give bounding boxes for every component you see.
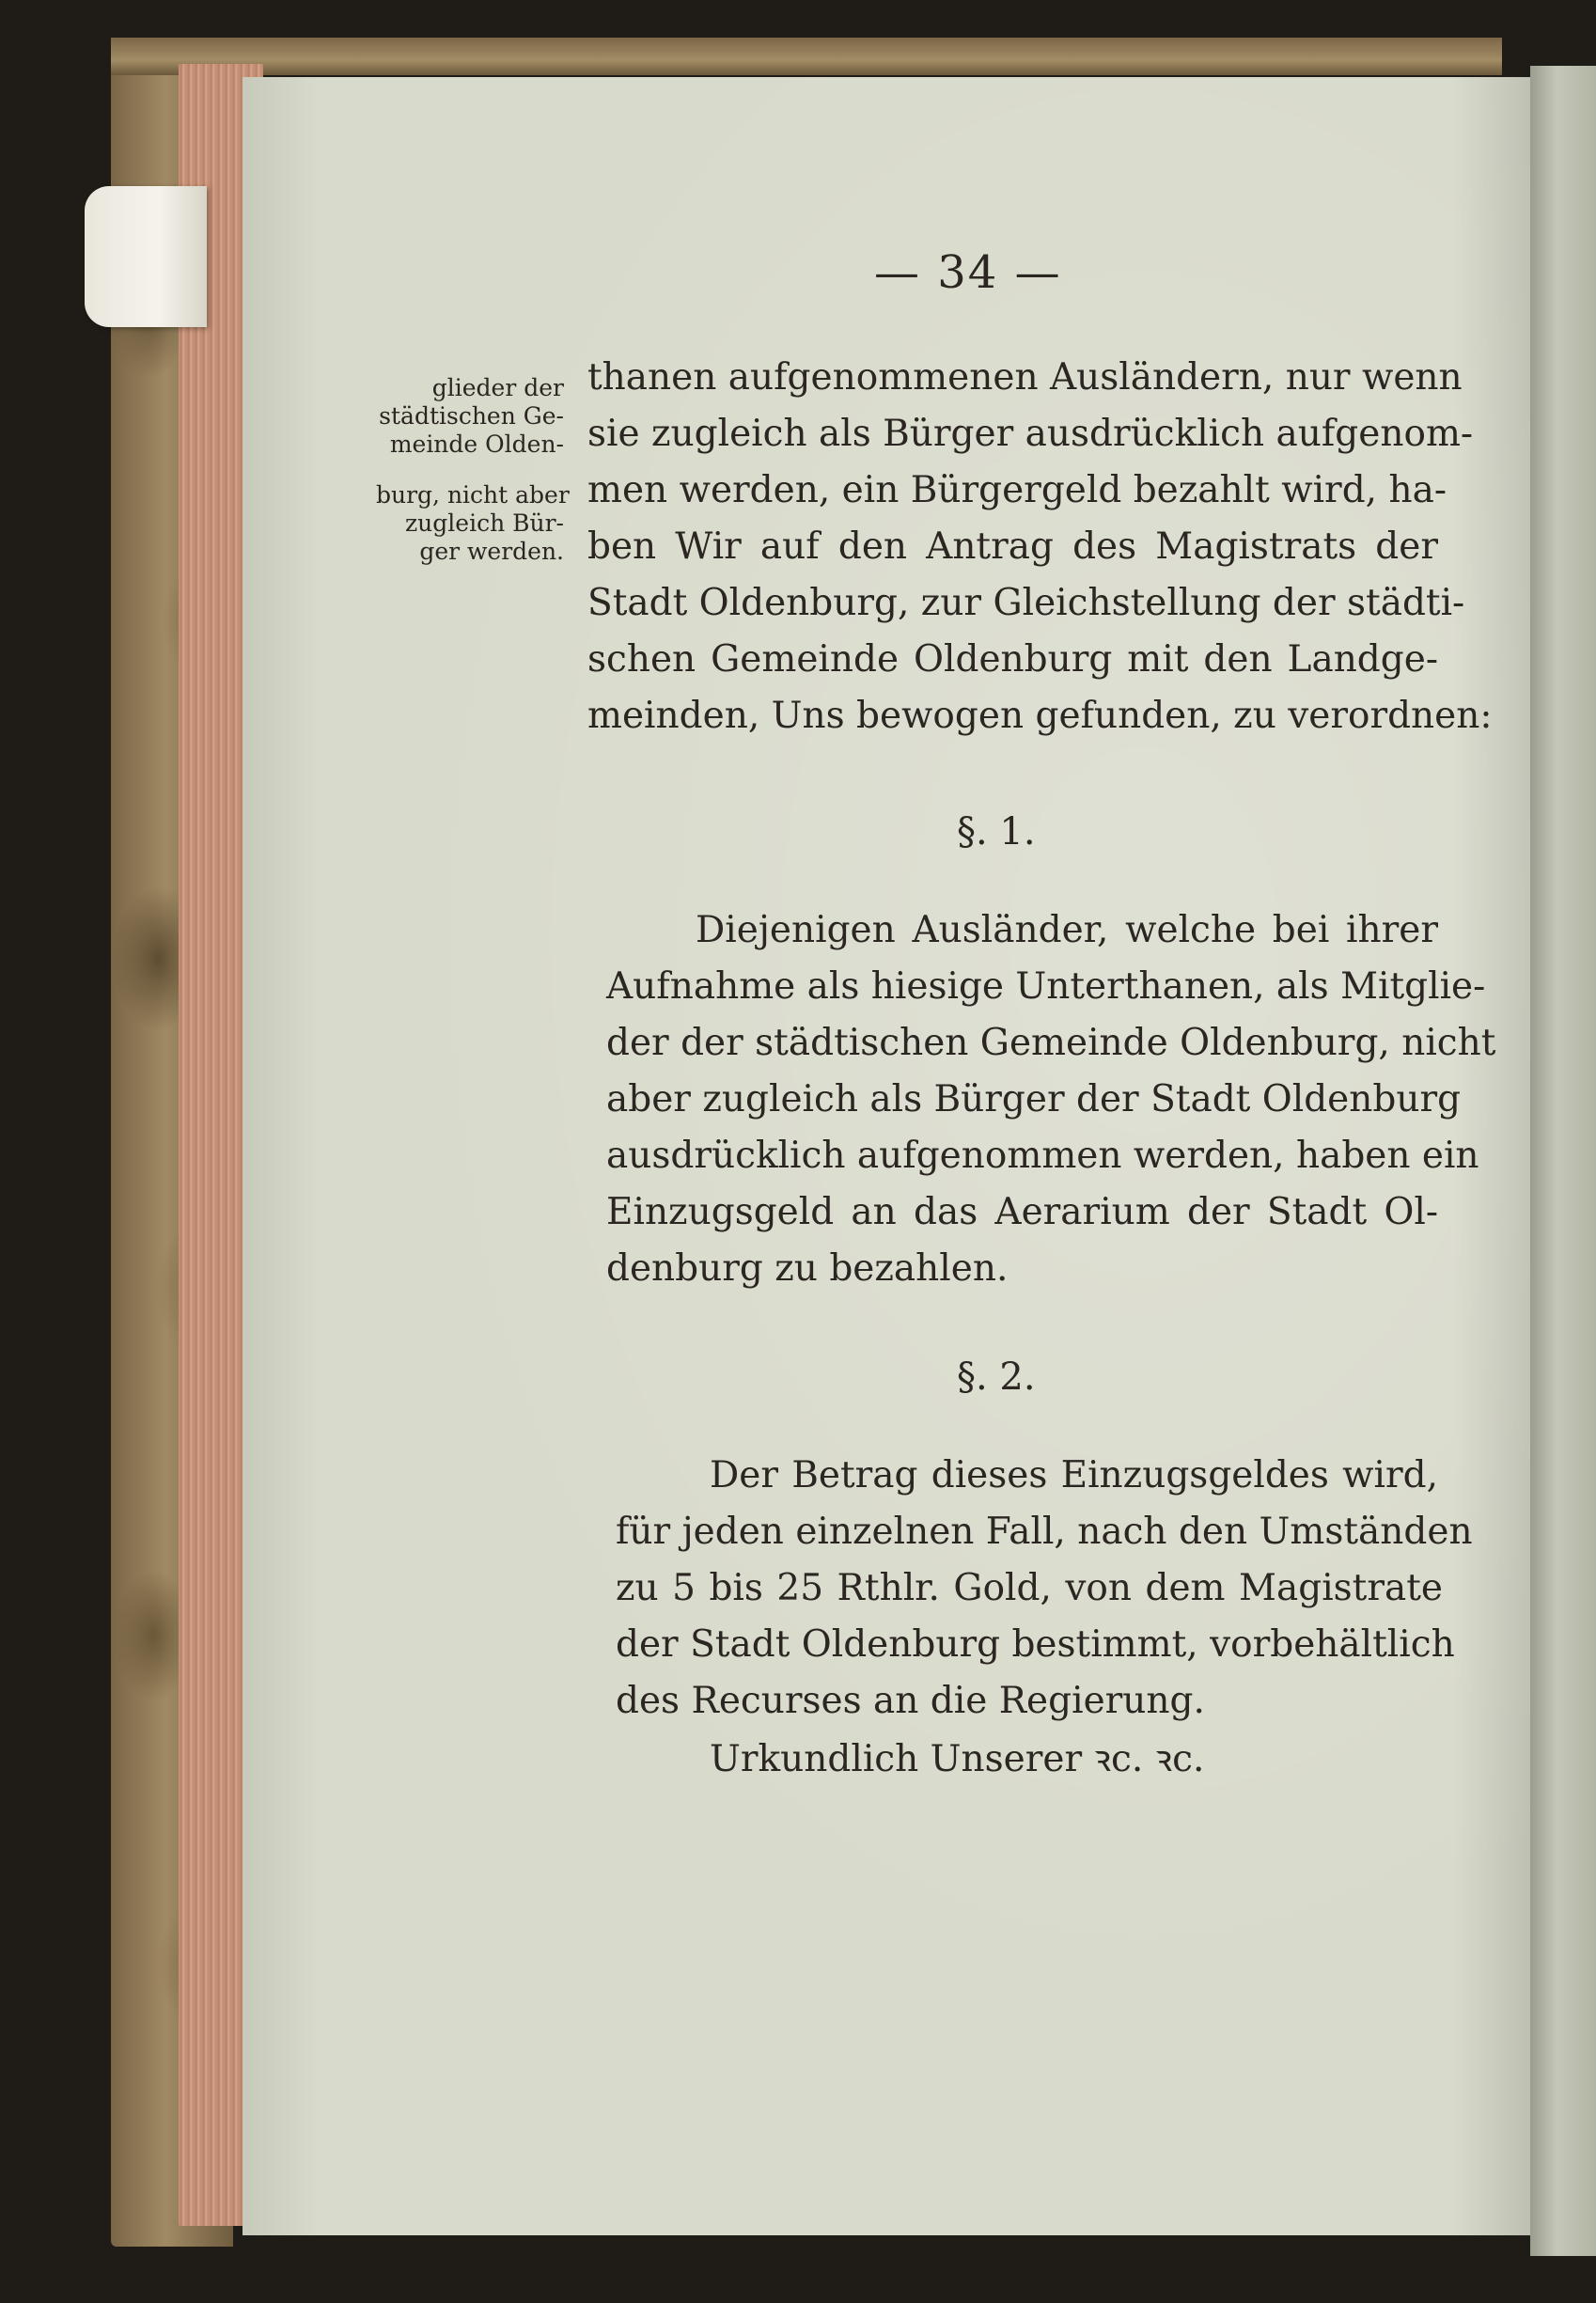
next-page-edge	[1530, 66, 1596, 2256]
section-heading: §. 1.	[957, 810, 1036, 854]
body-line: Aufnahme als hiesige Unterthanen, als Mitglie-	[606, 965, 1486, 1008]
body-line: ben Wir auf den Antrag des Magistrats der	[587, 525, 1438, 568]
body-line: Stadt Oldenburg, zur Gleichstellung der städti-	[587, 582, 1465, 624]
bookmark-tab	[85, 186, 207, 327]
body-line: Einzugsgeld an das Aerarium der Stadt Ol-	[606, 1191, 1438, 1233]
body-line: für jeden einzelnen Fall, nach den Umständen	[616, 1511, 1473, 1553]
sidenote-line: meinde Olden-	[389, 431, 564, 458]
body-line: ausdrücklich aufgenommen werden, haben ein	[606, 1135, 1479, 1177]
body-line: Der Betrag dieses Einzugsgeldes wird,	[710, 1454, 1438, 1496]
body-line: sie zugleich als Bürger ausdrücklich aufgenom-	[587, 413, 1474, 455]
body-line: schen Gemeinde Oldenburg mit den Landge-	[587, 638, 1438, 681]
body-line: thanen aufgenommenen Ausländern, nur wenn	[587, 356, 1463, 399]
body-line: der Stadt Oldenburg bestimmt, vorbehältlich	[616, 1623, 1455, 1666]
section-heading: §. 2.	[957, 1355, 1036, 1399]
sidenote-line: glieder der	[431, 374, 564, 401]
sidenote-line: städtischen Ge-	[379, 402, 564, 430]
sidenote-line: zugleich Bür-	[405, 509, 564, 537]
body-line: Diejenigen Ausländer, welche bei ihrer	[696, 909, 1438, 951]
body-line: der der städtischen Gemeinde Oldenburg, nicht	[606, 1022, 1496, 1064]
closing-formula: Urkundlich Unserer ꝛc. ꝛc.	[710, 1738, 1205, 1780]
body-line: men werden, ein Bürgergeld bezahlt wird, ha-	[587, 469, 1447, 511]
page-number: — 34 —	[874, 246, 1062, 299]
body-line: zu 5 bis 25 Rthlr. Gold, von dem Magistrate	[616, 1567, 1443, 1609]
body-line: meinden, Uns bewogen gefunden, zu verordnen:	[587, 695, 1493, 737]
book-spine-top	[111, 38, 1502, 75]
body-line: denburg zu bezahlen.	[606, 1247, 1009, 1290]
body-line: des Recurses an die Regierung.	[616, 1680, 1205, 1722]
sidenote-line: ger werden.	[419, 538, 564, 565]
sidenote-line: burg, nicht aber	[376, 481, 570, 509]
body-line: aber zugleich als Bürger der Stadt Oldenburg	[606, 1078, 1462, 1120]
